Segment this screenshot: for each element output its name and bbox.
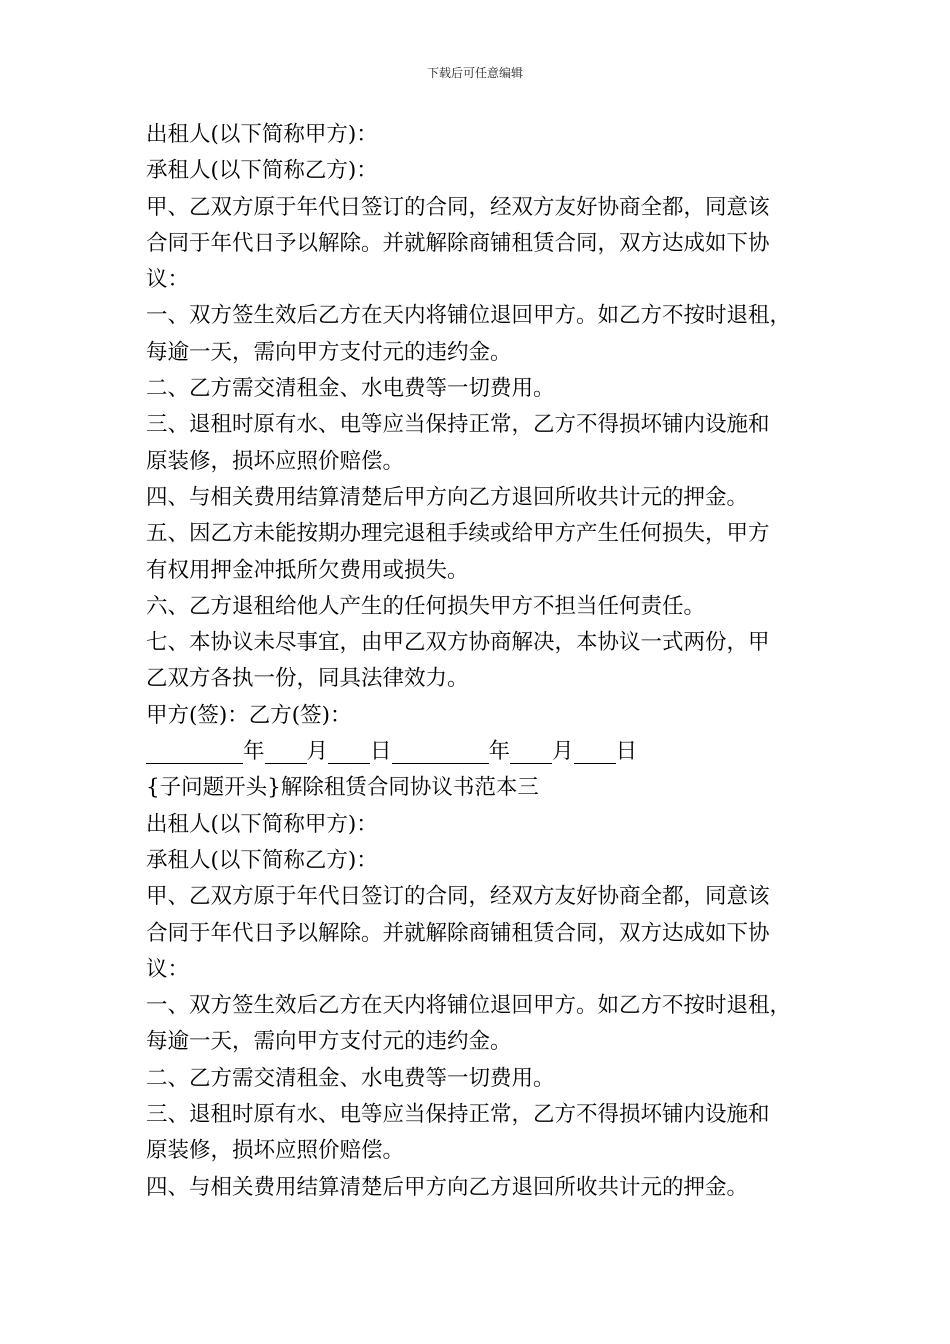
day-blank	[328, 737, 370, 764]
document-body	[146, 117, 816, 1206]
month-blank	[265, 737, 307, 764]
paragraph-line: 甲、乙双方原于年代日签订的合同，经双方友好协商全都，同意该	[146, 884, 770, 910]
section-title: {子问题开头}解除租赁合同协议书范本三	[146, 775, 539, 801]
lessor-line: 出租人(以下简称甲方)：	[146, 122, 378, 147]
paragraph-line: 甲、乙双方原于年代日签订的合同，经双方友好协商全都，同意该	[146, 194, 770, 220]
clause-3-line: 原装修，损坏应照价赔偿。	[146, 448, 405, 474]
clause-1-line: 每逾一天，需向甲方支付元的违约金。	[146, 1029, 512, 1055]
clause-3-line: 原装修，损坏应照价赔偿。	[146, 1138, 405, 1164]
signature-line: 甲方(签)：乙方(签)：	[146, 702, 352, 728]
year-label: 年	[488, 739, 511, 765]
paragraph-line: 合同于年代日予以解除。并就解除商铺租赁合同，双方达成如下协	[146, 920, 770, 946]
clause-6-line: 六、乙方退租给他人产生的任何损失甲方不担当任何责任。	[146, 593, 706, 619]
month-blank	[510, 737, 552, 764]
lessee-line: 承租人(以下简称乙方)：	[146, 158, 378, 184]
day-label: 日	[615, 739, 638, 765]
year-blank	[392, 737, 489, 764]
date-line	[146, 734, 816, 770]
paragraph-line: 议：	[146, 267, 190, 293]
clause-1-line: 一、双方签生效后乙方在天内将铺位退回甲方。如乙方不按时退租，	[146, 993, 792, 1019]
clause-2-line: 二、乙方需交清租金、水电费等一切费用。	[146, 376, 555, 402]
clause-4-line: 四、与相关费用结算清楚后甲方向乙方退回所收共计元的押金。	[146, 484, 749, 510]
year-blank	[146, 737, 243, 764]
clause-5-line: 有权用押金冲抵所欠费用或损失。	[146, 557, 469, 583]
page-header-note: 下载后可任意编辑	[426, 66, 523, 80]
clause-4-line: 四、与相关费用结算清楚后甲方向乙方退回所收共计元的押金。	[146, 1174, 749, 1200]
day-label: 日	[370, 739, 392, 765]
year-label: 年	[243, 739, 265, 765]
paragraph-line: 合同于年代日予以解除。并就解除商铺租赁合同，双方达成如下协	[146, 230, 770, 256]
month-label: 月	[306, 739, 329, 765]
clause-1-line: 每逾一天，需向甲方支付元的违约金。	[146, 339, 512, 365]
clause-5-line: 五、因乙方未能按期办理完退租手续或给甲方产生任何损失，甲方	[146, 521, 770, 547]
clause-7-line: 乙双方各执一份，同具法律效力。	[146, 666, 469, 692]
clause-1-line: 一、双方签生效后乙方在天内将铺位退回甲方。如乙方不按时退租，	[146, 303, 792, 329]
clause-3-line: 三、退租时原有水、电等应当保持正常，乙方不得损坏铺内设施和	[146, 412, 770, 438]
paragraph-line: 议：	[146, 956, 190, 982]
clause-2-line: 二、乙方需交清租金、水电费等一切费用。	[146, 1065, 555, 1091]
clause-7-line: 七、本协议未尽事宜，由甲乙双方协商解决，本协议一式两份，甲	[146, 630, 770, 656]
month-label: 月	[552, 739, 574, 765]
day-blank	[574, 737, 616, 764]
clause-3-line: 三、退租时原有水、电等应当保持正常，乙方不得损坏铺内设施和	[146, 1102, 770, 1128]
lessor-line: 出租人(以下简称甲方)：	[146, 811, 378, 837]
lessee-line: 承租人(以下简称乙方)：	[146, 847, 378, 873]
